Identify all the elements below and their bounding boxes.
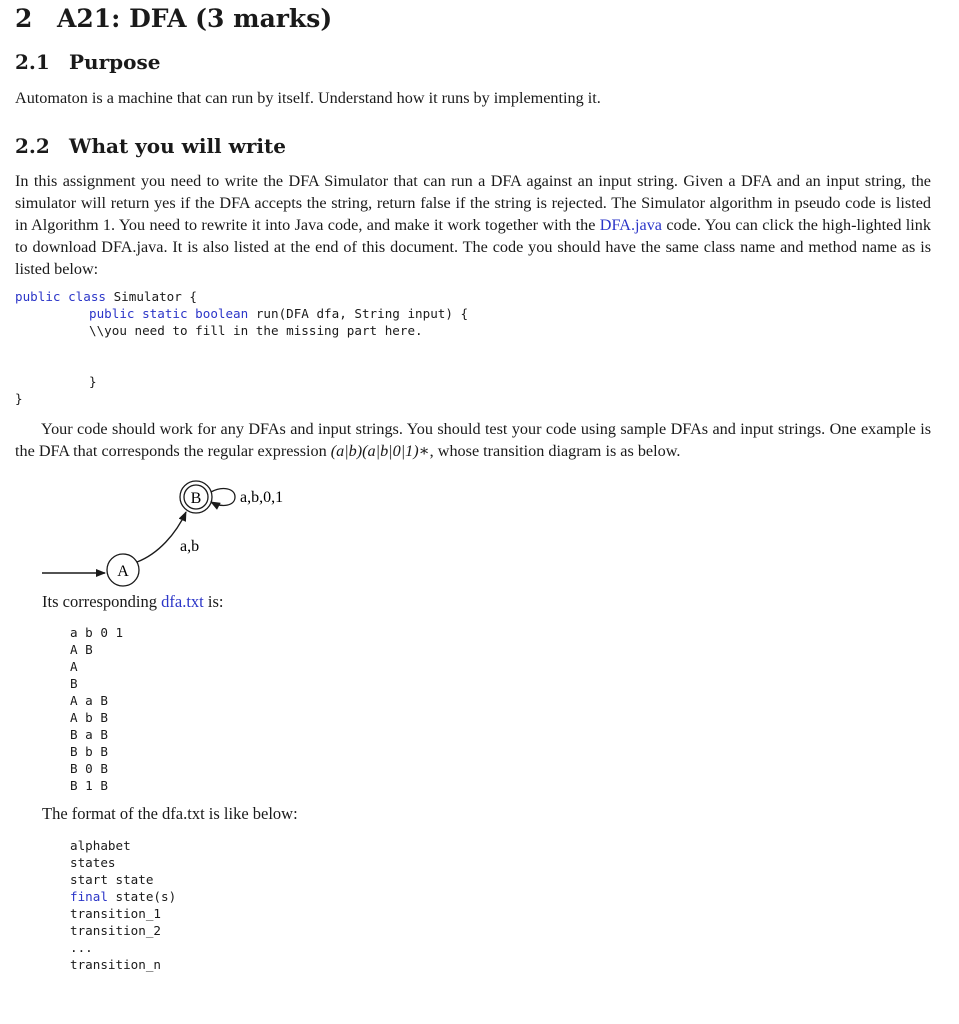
- code-line-class: [15, 288, 197, 305]
- transition-a-to-b: [137, 512, 186, 562]
- format-transition-1: transition_1: [70, 906, 161, 921]
- format-keyword-final: final: [70, 889, 108, 904]
- format-intro: The format of the dfa.txt is like below:: [42, 804, 298, 823]
- dfa-file-line: a b 0 1: [70, 625, 124, 640]
- code-keyword-public: public: [15, 289, 61, 304]
- format-final-rest: state(s): [107, 889, 177, 904]
- transition-a-to-b-label: a,b: [180, 538, 200, 555]
- write-number: 2.2: [15, 134, 50, 158]
- dfa-file-line: A b B: [70, 710, 108, 725]
- dfa-txt-link[interactable]: dfa.txt: [161, 592, 204, 611]
- dfa-file-line: B b B: [70, 744, 108, 759]
- format-final-states: [70, 888, 176, 905]
- test-text-2: , whose transition diagram is as below.: [429, 442, 681, 460]
- dfa-file-line: A: [70, 659, 78, 674]
- format-transition-2: transition_2: [70, 923, 161, 938]
- section-number: 2: [15, 4, 33, 33]
- code-keyword-class: class: [68, 289, 107, 304]
- write-text-2: code. You can click the high-lighted link to download DFA.java. It is also listed at the end of this document. The code you should have the same class name and method name as is listed below:: [15, 216, 931, 278]
- code-line-comment: \\you need to fill in the missing part here.: [89, 323, 423, 338]
- corresponding-text-1: Its corresponding: [42, 592, 162, 611]
- code-line-inner-close: }: [89, 374, 97, 389]
- regex-expression: (a|b)(a|b|0|1)∗: [330, 442, 430, 460]
- format-transition-n: transition_n: [70, 957, 161, 972]
- section-heading: [15, 4, 332, 33]
- code-keyword-modifiers: public static boolean: [89, 306, 249, 321]
- section-title: A21: DFA (3 marks): [57, 4, 333, 33]
- write-heading: [15, 134, 286, 158]
- dfa-file-line: B 0 B: [70, 761, 108, 776]
- purpose-number: 2.1: [15, 50, 50, 74]
- code-method-signature: run(DFA dfa, String input) {: [248, 306, 469, 321]
- self-loop-label: a,b,0,1: [240, 489, 284, 506]
- purpose-paragraph: [15, 87, 931, 109]
- code-line-method: [89, 305, 468, 322]
- dfa-file-line: A B: [70, 642, 93, 657]
- purpose-title: Purpose: [69, 50, 161, 74]
- dfa-file-line: B a B: [70, 727, 108, 742]
- write-title: What you will write: [69, 134, 286, 158]
- code-line-outer-close: }: [15, 391, 23, 406]
- code-class-name: Simulator {: [106, 289, 198, 304]
- purpose-heading: [15, 50, 160, 74]
- dfa-java-link[interactable]: DFA.java: [599, 216, 662, 234]
- state-b-label: B: [190, 490, 202, 507]
- dfa-transition-diagram: [0, 476, 959, 594]
- test-paragraph: [15, 418, 931, 462]
- state-a-label: A: [117, 563, 129, 580]
- dfa-file-line: A a B: [70, 693, 108, 708]
- test-text-1: Your code should work for any DFAs and input strings. You should test your code using sample DFAs and input strings. One example is the DFA that corresponds the regular expression: [15, 420, 931, 460]
- corresponding-text: [42, 592, 224, 612]
- format-ellipsis: ...: [70, 940, 93, 955]
- write-text-1: In this assignment you need to write the DFA Simulator that can run a DFA against an input string. Given a DFA and an input string, the simulator will return yes if the DFA accepts the string, return false if the string is rejected. The Simulator algorithm in pseudo code is listed in Algorithm 1. You need to rewrite it into Java code, and make it work together with the: [15, 172, 931, 234]
- purpose-text: Automaton is a machine that can run by itself. Understand how it runs by implementing it.: [15, 89, 601, 107]
- state-b-self-loop: [211, 489, 235, 506]
- format-start-state: start state: [70, 872, 154, 887]
- format-states: states: [70, 855, 116, 870]
- dfa-file-line: B 1 B: [70, 778, 108, 793]
- corresponding-text-2: is:: [203, 592, 224, 611]
- format-alphabet: alphabet: [70, 838, 131, 853]
- dfa-file-line: B: [70, 676, 78, 691]
- write-paragraph: [15, 170, 931, 280]
